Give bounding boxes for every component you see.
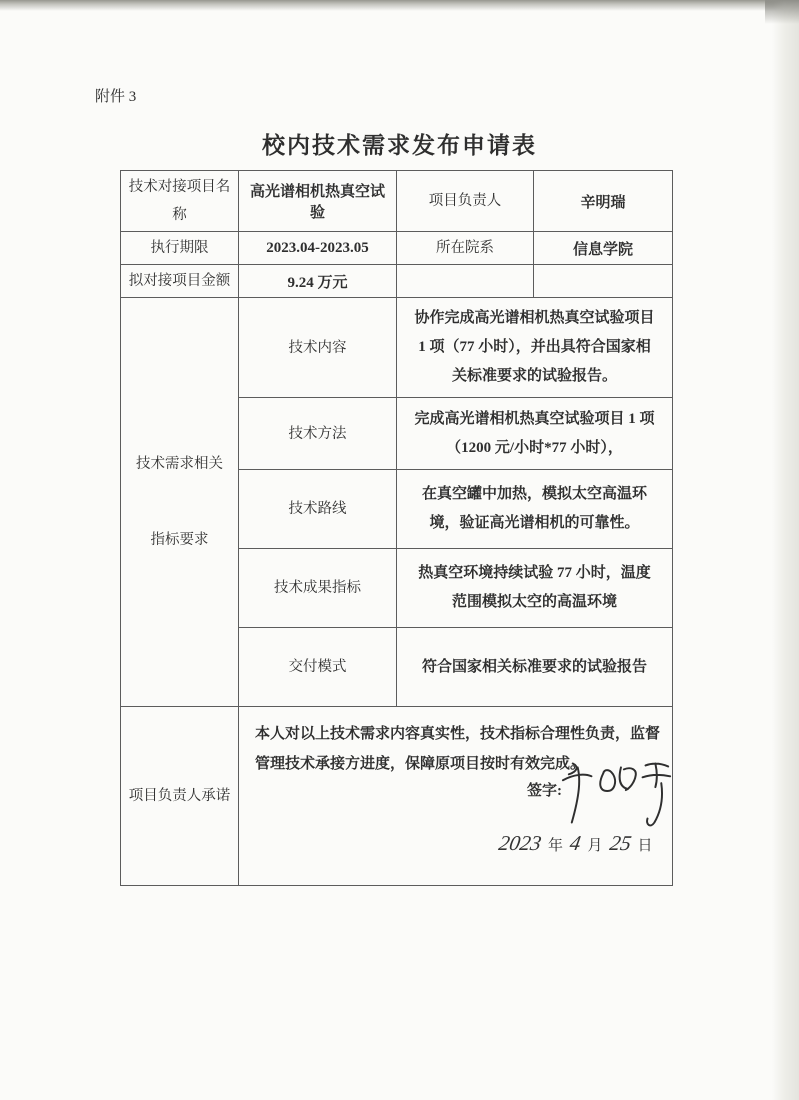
date-month-unit: 月 xyxy=(587,838,603,854)
requirement-content: 在真空罐中加热，模拟太空高温环境，验证高光谱相机的可靠性。 xyxy=(397,470,673,549)
requirement-content: 协作完成高光谱相机热真空试验项目 1 项（77 小时），并出具符合国家相关标准要求的试验报告。 xyxy=(397,298,673,398)
date-day-unit: 日 xyxy=(637,838,653,854)
section-label-line2: 指标要求 xyxy=(150,532,209,548)
requirement-name: 技术方法 xyxy=(239,398,397,470)
date-month: 4 xyxy=(567,831,583,855)
date-year: 2023 xyxy=(496,831,544,855)
handwritten-date xyxy=(496,831,660,856)
handwritten-signature xyxy=(559,753,677,833)
signature-name xyxy=(239,779,240,780)
scan-edge-right xyxy=(772,0,799,1100)
field-label-project-name: 技术对接项目名称 xyxy=(121,171,239,232)
signature-label: 签字: xyxy=(527,783,562,799)
empty-cell xyxy=(534,265,673,298)
application-form-table xyxy=(120,170,673,886)
date-year-unit: 年 xyxy=(548,838,564,854)
date-day: 25 xyxy=(607,831,633,855)
requirement-name: 技术路线 xyxy=(239,470,397,549)
section-label-line1: 技术需求相关 xyxy=(136,456,223,472)
section-label-requirements xyxy=(121,298,239,707)
section-label-commitment: 项目负责人承诺 xyxy=(121,707,239,886)
table-row xyxy=(121,171,673,232)
attachment-label: 附件 3 xyxy=(95,89,137,105)
field-label-execution-period: 执行期限 xyxy=(121,232,239,265)
requirement-content: 完成高光谱相机热真空试验项目 1 项（1200 元/小时*77 小时）， xyxy=(397,398,673,470)
scan-edge-top xyxy=(0,0,799,11)
scan-edge-top-right-corner xyxy=(765,0,799,24)
page-title: 校内技术需求发布申请表 xyxy=(262,132,537,158)
requirement-content: 热真空环境持续试验 77 小时，温度范围模拟太空的高温环境 xyxy=(397,549,673,628)
field-label-department: 所在院系 xyxy=(397,232,534,265)
requirement-content: 符合国家相关标准要求的试验报告 xyxy=(397,628,673,707)
table-row xyxy=(121,265,673,298)
requirement-name: 交付模式 xyxy=(239,628,397,707)
field-value-project-amount: 9.24 万元 xyxy=(239,265,397,298)
requirement-name: 技术内容 xyxy=(239,298,397,398)
field-value-execution-period: 2023.04-2023.05 xyxy=(239,232,397,265)
commitment-cell xyxy=(239,707,673,886)
field-label-project-amount: 拟对接项目金额 xyxy=(121,265,239,298)
field-value-department: 信息学院 xyxy=(534,232,673,265)
field-label-project-leader: 项目负责人 xyxy=(397,171,534,232)
table-row xyxy=(121,232,673,265)
field-value-project-name: 高光谱相机热真空试验 xyxy=(239,171,397,232)
requirement-name: 技术成果指标 xyxy=(239,549,397,628)
empty-cell xyxy=(397,265,534,298)
field-value-project-leader: 辛明瑞 xyxy=(534,171,673,232)
table-row xyxy=(121,298,673,398)
table-row xyxy=(121,707,673,886)
commitment-statement: 本人对以上技术需求内容真实性，技术指标合理性负责，监督管理技术承接方进度，保障原项目按时有效完成。 xyxy=(255,726,661,772)
